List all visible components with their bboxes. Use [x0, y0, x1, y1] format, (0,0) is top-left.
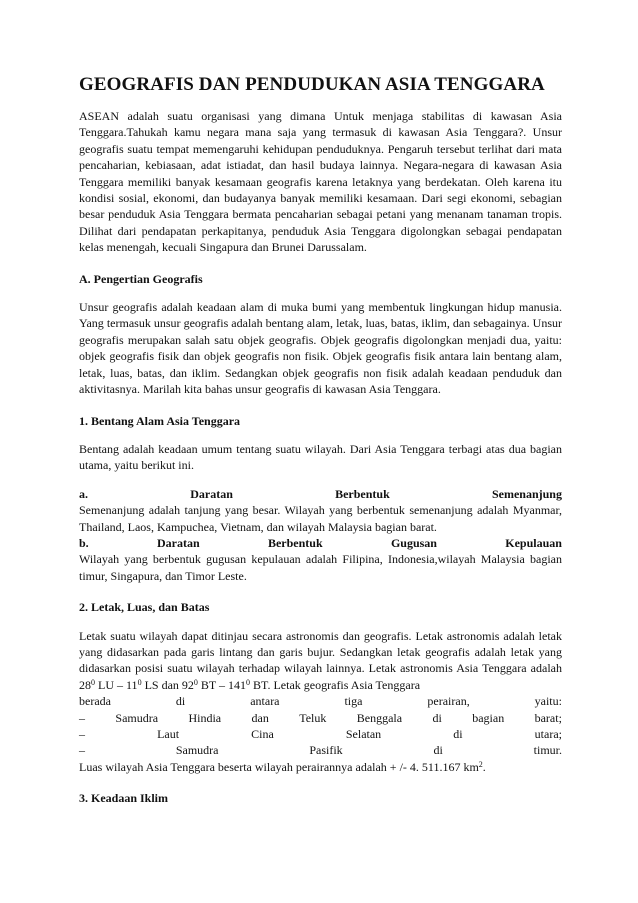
- document-page: [79, 62, 562, 819]
- section-1-paragraph: Bentang adalah keadaan umum tentang suatu wilayah. Dari Asia Tenggara terbagi atas dua bagian utama, yaitu berikut ini.: [79, 441, 562, 473]
- subsection-a-paragraph: Semenanjung adalah tanjung yang besar. Wilayah yang berbentuk semenanjung adalah Myanmar, Thailand, Laos, Kampuchea, Vietnam, dan wilayah Malaysia bagian barat.: [79, 503, 562, 534]
- section-3-heading: 3. Keadaan Iklim: [79, 791, 169, 806]
- location-row-2: – Samudra Hindia dan Teluk Benggala di bagian barat;: [79, 710, 562, 725]
- location-row-3: – Laut Cina Selatan di utara;: [79, 727, 562, 741]
- section-2-paragraph: Letak suatu wilayah dapat ditinjau secara astronomis dan geografis. Letak astronomis adalah letak yang didasarkan pada garis lintang dan garis bujur. Sedangkan letak geografis adalah letak yang didasarkan posisi suatu wilayah terhadap wilayah lainnya. Letak astronomis Asia Tenggara adalah $28^0$ LU – $11^0$ LS dan $92^0$ BT – $141^0$ BT. Letak geografis Asia Tenggara: [79, 628, 562, 692]
- page-title: GEOGRAFIS DAN PENDUDUKAN ASIA TENGGARA: [79, 74, 545, 95]
- area-line: Luas wilayah Asia Tenggara beserta wilayah perairannya adalah + /- 4. 511.167 $km^2$.: [79, 759, 486, 774]
- section-a-paragraph: Unsur geografis adalah keadaan alam di muka bumi yang membentuk lingkungan hidup manusia. Yang termasuk unsur geografis adalah bentang alam, letak, luas, batas, iklim, dan sebagainya. Unsur geografis merupakan salah satu objek geografis. Objek geografis digolongkan menjadi dua, yaitu: objek geografis fisik dan objek geografis non fisik. Objek geografis fisik antara lain bentang alam, letak, luas, batas, dan iklim. Sedangkan objek geografis non fisik adalah keadaan penduduk dan aktivitasnya. Marilah kita bahas unsur geografis di kawasan Asia Tenggara.: [79, 300, 562, 397]
- location-row-1: berada di antara tiga perairan, yaitu:: [79, 694, 562, 709]
- section-2-heading: 2. Letak, Luas, dan Batas: [79, 600, 210, 615]
- subsection-b-paragraph: Wilayah yang berbentuk gugusan kepulauan adalah Filipina, Indonesia,wilayah Malaysia bagian timur, Singapura, dan Timor Leste.: [79, 552, 562, 583]
- location-row-4: – Samudra Pasifik di timur.: [79, 743, 562, 758]
- section-1-heading: 1. Bentang Alam Asia Tenggara: [79, 413, 241, 428]
- subsection-a-heading: a. Daratan Berbentuk Semenanjung: [79, 486, 562, 501]
- section-a-heading: A. Pengertian Geografis: [79, 271, 203, 286]
- subsection-b-heading: b. Daratan Berbentuk Gugusan Kepulauan: [79, 535, 562, 550]
- intro-paragraph: ASEAN adalah suatu organisasi yang dimana Untuk menjaga stabilitas di kawasan Asia Tenggara.Tahukah kamu negara mana saja yang termasuk di kawasan Asia Tenggara?. Unsur geografis suatu tempat memengaruhi kehidupan penduduknya. Pengaruh tersebut terlihat dari mata pencaharian, kebiasaan, adat istiadat, dan hasil budaya lainnya. Negara-negara di kawasan Asia Tenggara memiliki banyak kesamaan geografis karena letaknya yang berdekatan. Oleh karena itu kondisi sosial, ekonomi, dan budayanya banyak memiliki kesamaan. Dari segi ekonomi, sebagian besar penduduk Asia Tenggara bermata pencaharian sebagai petani yang menanam tanaman tropis. Dilihat dari pendapatan perkapitanya, penduduk Asia Tenggara digolongkan sebagai pendapatan kelas menengah, kecuali Singapura dan Brunei Darussalam.: [79, 109, 562, 255]
